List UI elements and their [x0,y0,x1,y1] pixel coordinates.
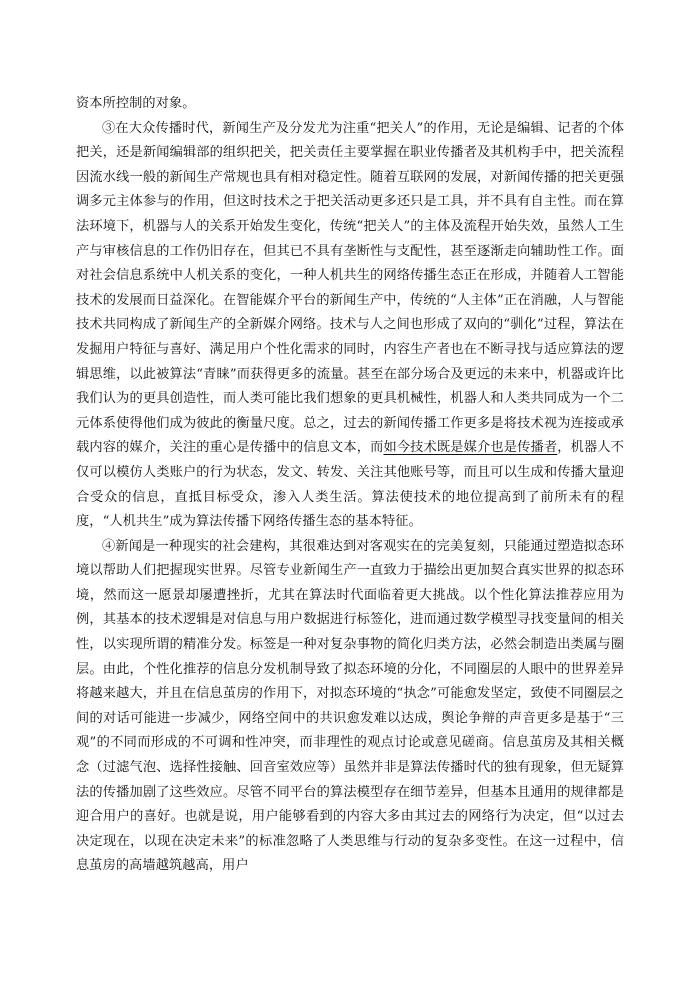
paragraph-continuation: 资本所控制的对象。 [76,96,196,111]
underlined-phrase: 如今技术既是媒介也是传播者 [383,440,558,456]
document-page [76,92,624,879]
paragraph-3-text-after: ，机器人不仅可以模仿人类账户的行为状态，发文、转发、关注其他账号等，而且可以生成和传播大量迎合受众的信息，直抵目标受众，渗入人类生活。算法使技术的地位提高到了前所未有的程度，“人机共生”成为算法传播下网络传播生态的基本特征。 [76,440,624,530]
paragraph-3 [76,117,624,535]
paragraph-4: ④新闻是一种现实的社会建构，其很难达到对客观实在的完美复刻，只能通过塑造拟态环境以帮助人们把握现实世界。尽管专业新闻生产一直致力于描绘出更加契合真实世界的拟态环境，然而这一愿景却屡遭挫折，尤其在算法时代面临着更大挑战。以个性化算法推荐应用为例，其基本的技术逻辑是对信息与用户数据进行标签化，进而通过数学模型寻找变量间的相关性，以实现所谓的精准分发。标签是一种对复杂事物的简化归类方法，必然会制造出类属与圈层。由此，个性化推荐的信息分发机制导致了拟态环境的分化，不同圈层的人眼中的世界差异将越来越大，并且在信息茧房的作用下，对拟态环境的“执念”可能愈发坚定，致使不同圈层之间的对话可能进一步减少，网络空间中的共识愈发难以达成，舆论争辩的声音更多是基于“三观”的不同而形成的不可调和性冲突，而非理性的观点讨论或意见磋商。信息茧房及其相关概念（过滤气泡、选择性接触、回音室效应等）虽然并非是算法传播时代的独有现象，但无疑算法的传播加剧了这些效应。尽管不同平台的算法模型存在细节差异，但基本且通用的规律都是迎合用户的喜好。也就是说，用户能够看到的内容大多由其过去的网络行为决定，但“以过去决定现在，以现在决定未来”的标准忽略了人类思维与行动的复杂多变性。在这一过程中，信息茧房的高墙越筑越高，用户 [76,538,624,874]
paragraph-3-text-before: ③在大众传播时代，新闻生产及分发尤为注重“把关人”的作用，无论是编辑、记者的个体把关，还是新闻编辑部的组织把关，把关责任主要掌握在职业传播者及其机构手中，把关流程因流水线一般的新闻生产常规也具有相对稳定性。随着互联网的发展，对新闻传播的把关更强调多元主体参与的作用，但这时技术之于把关活动更多还只是工具，并不具有自主性。而在算法环境下，机器与人的关系开始发生变化，传统“把关人”的主体及流程开始失效，虽然人工生产与审核信息的工作仍旧存在，但其已不具有垄断性与支配性，甚至逐渐走向辅助性工作。面对社会信息系统中人机关系的变化，一种人机共生的网络传播生态正在形成，并随着人工智能技术的发展而日益深化。在智能媒介平台的新闻生产中，传统的“人主体”正在消融，人与智能技术共同构成了新闻生产的全新媒介网络。技术与人之间也形成了双向的“驯化”过程，算法在发掘用户特征与喜好、满足用户个性化需求的同时，内容生产者也在不断寻找与适应算法的逻辑思维，以此被算法“青睐”而获得更多的流量。甚至在部分场合及更远的未来中，机器或许比我们认为的更具创造性，而人类可能比我们想象的更具机械性，机器人和人类共同成为一个二元体系使得他们成为彼此的衡量尺度。总之，过去的新闻传播工作更多是将技术视为连接或承载内容的媒介，关注的重心是传播中的信息文本，而 [76,120,624,456]
